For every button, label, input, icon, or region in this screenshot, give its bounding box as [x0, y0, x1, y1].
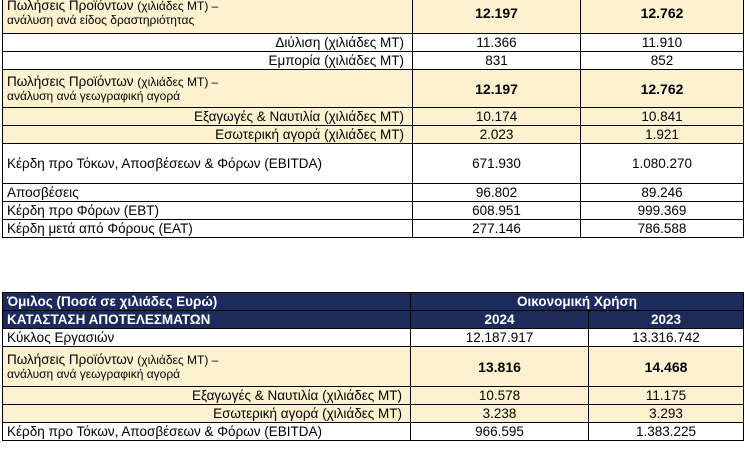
group-header: Όμιλος (Ποσά σε χιλιάδες Ευρώ) — [3, 293, 411, 311]
value-2024: 608.951 — [413, 202, 581, 220]
value-2024: 12.197 — [413, 0, 581, 34]
value-2023: 11.175 — [589, 387, 744, 405]
table-row — [3, 387, 744, 405]
row-label: Πωλήσεις Προϊόντων (χιλιάδες MT) – ανάλυση ανά γεωγραφική αγορά — [3, 347, 411, 387]
table-row — [3, 405, 744, 423]
sales-summary-table — [2, 0, 744, 238]
row-label: Πωλήσεις Προϊόντων (χιλιάδες MT) – ανάλυση ανά είδος δραστηριότητας — [3, 0, 413, 34]
period-header: Οικονομική Χρήση — [411, 293, 744, 311]
value-2023: 999.369 — [581, 202, 744, 220]
row-label: Κέρδη προ Τόκων, Αποσβέσεων & Φόρων (EBITDA) — [3, 423, 411, 441]
table-row — [3, 52, 744, 70]
value-2023: 1.080.270 — [581, 144, 744, 184]
row-label: Εμπορία (χιλιάδες MT) — [3, 52, 413, 70]
value-2024: 13.816 — [411, 347, 589, 387]
row-label: Διύλιση (χιλιάδες MT) — [3, 34, 413, 52]
year-2023-header: 2023 — [589, 311, 744, 329]
row-label: Εσωτερική αγορά (χιλιάδες MT) — [3, 405, 411, 423]
row-label: Κέρδη προ Τόκων, Αποσβέσεων & Φόρων (EBITDA) — [3, 144, 413, 184]
table-row — [3, 108, 744, 126]
value-2024: 671.930 — [413, 144, 581, 184]
row-label: Κέρδη προ Φόρων (EBT) — [3, 202, 413, 220]
income-statement-table — [2, 292, 744, 441]
value-2024: 3.238 — [411, 405, 589, 423]
value-2024: 10.578 — [411, 387, 589, 405]
table-row — [3, 329, 744, 347]
table-row — [3, 0, 744, 34]
row-label: Εξαγωγές & Ναυτιλία (χιλιάδες MT) — [3, 108, 413, 126]
row-label: Κύκλος Εργασιών — [3, 329, 411, 347]
header-row — [3, 311, 744, 329]
table-row — [3, 423, 744, 441]
row-label: Κέρδη μετά από Φόρους (EAT) — [3, 220, 413, 238]
statement-title: ΚΑΤΑΣΤΑΣΗ ΑΠΟΤΕΛΕΣΜΑΤΩΝ — [3, 311, 411, 329]
value-2023: 12.762 — [581, 70, 744, 108]
table-row — [3, 126, 744, 144]
header-row — [3, 293, 744, 311]
value-2023: 1.921 — [581, 126, 744, 144]
table-row — [3, 34, 744, 52]
row-label: Εξαγωγές & Ναυτιλία (χιλιάδες MT) — [3, 387, 411, 405]
value-2023: 11.910 — [581, 34, 744, 52]
value-2023: 786.588 — [581, 220, 744, 238]
table-row — [3, 202, 744, 220]
value-2023: 14.468 — [589, 347, 744, 387]
value-2024: 966.595 — [411, 423, 589, 441]
table-row — [3, 144, 744, 184]
year-2024-header: 2024 — [411, 311, 589, 329]
value-2023: 3.293 — [589, 405, 744, 423]
value-2023: 89.246 — [581, 184, 744, 202]
value-2023: 13.316.742 — [589, 329, 744, 347]
row-label: Πωλήσεις Προϊόντων (χιλιάδες MT) – ανάλυση ανά γεωγραφική αγορά — [3, 70, 413, 108]
table-row — [3, 70, 744, 108]
value-2024: 277.146 — [413, 220, 581, 238]
value-2023: 852 — [581, 52, 744, 70]
value-2024: 10.174 — [413, 108, 581, 126]
row-label: Εσωτερική αγορά (χιλιάδες MT) — [3, 126, 413, 144]
table-row — [3, 184, 744, 202]
value-2023: 10.841 — [581, 108, 744, 126]
value-2024: 12.197 — [413, 70, 581, 108]
value-2024: 96.802 — [413, 184, 581, 202]
value-2023: 12.762 — [581, 0, 744, 34]
value-2024: 831 — [413, 52, 581, 70]
row-label: Αποσβέσεις — [3, 184, 413, 202]
table-row — [3, 347, 744, 387]
value-2024: 11.366 — [413, 34, 581, 52]
value-2024: 2.023 — [413, 126, 581, 144]
value-2024: 12.187.917 — [411, 329, 589, 347]
table-row — [3, 220, 744, 238]
value-2023: 1.383.225 — [589, 423, 744, 441]
